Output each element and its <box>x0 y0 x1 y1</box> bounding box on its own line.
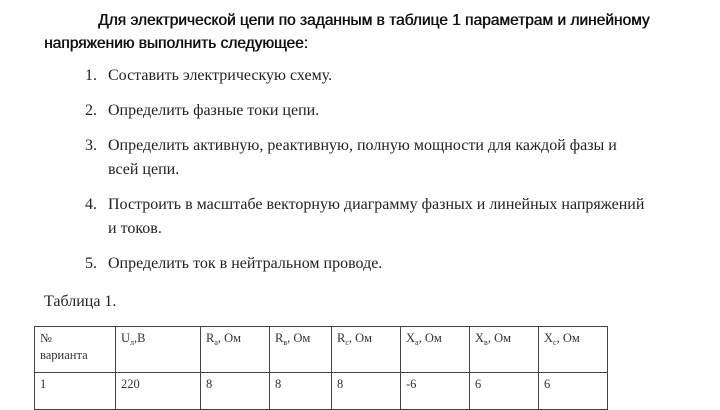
header-variant-symbol: № <box>40 331 52 345</box>
intro-paragraph <box>44 9 684 55</box>
task-text: Определить активную, реактивную, полную мощности для каждой фазы и <box>108 137 617 154</box>
task-text: Составить электрическую схему. <box>108 67 333 84</box>
cell-xa: -6 <box>401 373 470 410</box>
task-item-1 <box>0 64 678 88</box>
header-xc: $X_c$, Ом <box>539 327 608 373</box>
task-item-3 <box>0 134 678 182</box>
header-ra: $R_a$, Ом <box>201 327 270 373</box>
table-caption: Таблица 1. <box>44 293 117 310</box>
parameters-table <box>34 326 608 410</box>
table-header-row <box>35 327 608 373</box>
intro-line-1: Для электрической цепи по заданным в таблице 1 параметрам и линейному <box>98 12 650 29</box>
cell-xb: 6 <box>470 373 539 410</box>
task-item-2 <box>0 99 678 123</box>
task-text-cont: и токов. <box>108 220 162 237</box>
cell-rc: 8 <box>332 373 401 410</box>
task-text: Построить в масштабе векторную диаграмму фазных и линейных напряжений <box>108 196 645 213</box>
cell-ra: 8 <box>201 373 270 410</box>
header-voltage: $U_л,В$ <box>116 327 201 373</box>
task-number: 4. <box>85 196 97 213</box>
header-xa: $X_a$, Ом <box>401 327 470 373</box>
table-row <box>35 373 608 410</box>
header-rc: $R_c$, Ом <box>332 327 401 373</box>
header-xb: $X_в$, Ом <box>470 327 539 373</box>
task-number: 3. <box>85 137 97 154</box>
header-variant-label: варианта <box>40 348 88 362</box>
task-number: 5. <box>85 255 97 272</box>
task-number: 1. <box>85 67 97 84</box>
task-item-4 <box>0 193 678 241</box>
task-item-5 <box>0 252 678 276</box>
intro-line-2: напряжению выполнить следующее: <box>44 35 308 52</box>
task-text: Определить ток в нейтральном проводе. <box>108 255 383 272</box>
task-text: Определить фазные токи цепи. <box>108 102 320 119</box>
cell-rb: 8 <box>270 373 332 410</box>
cell-variant: 1 <box>35 373 116 410</box>
header-rb: $R_в$, Ом <box>270 327 332 373</box>
header-variant <box>35 327 116 373</box>
task-number: 2. <box>85 102 97 119</box>
cell-xc: 6 <box>539 373 608 410</box>
cell-voltage: 220 <box>116 373 201 410</box>
task-text-cont: всей цепи. <box>108 161 180 178</box>
task-list <box>0 64 720 287</box>
